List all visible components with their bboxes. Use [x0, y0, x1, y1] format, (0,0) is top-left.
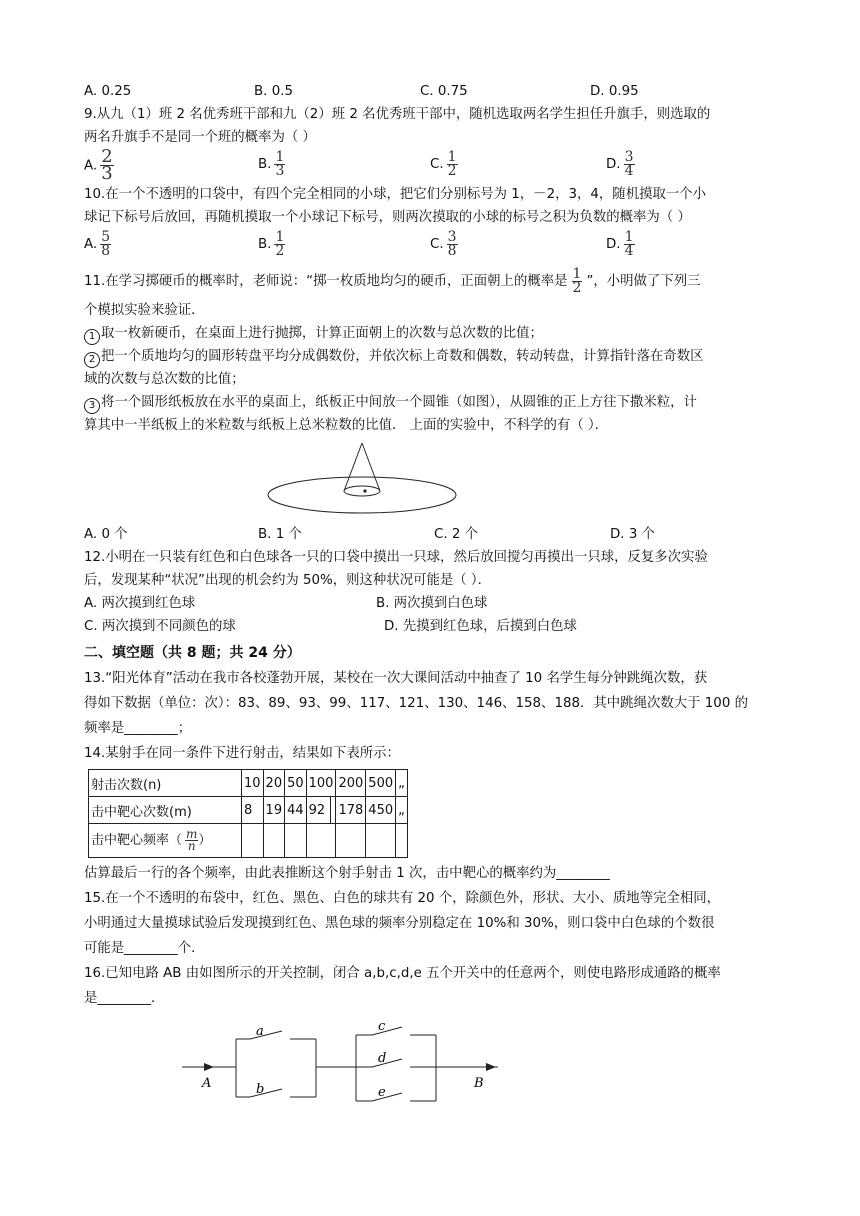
- worksheet-page: [84, 80, 778, 1119]
- q8-option-c: C. 0.75: [420, 84, 468, 99]
- switch-label-b: b: [256, 1082, 265, 1097]
- q10-line2: 球记下标号后放回，再随机摸取一个小球记下标号，则两次摸取的小球的标号之积为负数的概率为（ ）: [84, 210, 691, 225]
- q12-option-b: B. 两次摸到白色球: [376, 596, 488, 611]
- q8-option-a: A. 0.25: [84, 84, 132, 99]
- q12-option-c: C. 两次摸到不同颜色的球: [84, 619, 236, 634]
- q11-option-a: A. 0 个: [84, 527, 128, 542]
- q16-line2: 是________．: [84, 991, 165, 1006]
- table-cell: 200: [336, 770, 366, 797]
- q10-options: [84, 229, 778, 261]
- q10-option-a: A. $\frac{5}{8}$: [84, 228, 111, 259]
- q10-option-c: C. $\frac{3}{8}$: [430, 228, 457, 259]
- section-heading-fill-in: 二、填空题（共 8 题；共 24 分）: [84, 645, 301, 661]
- q14-line1: 14.某射手在同一条件下进行射击，结果如下表所示：: [84, 746, 400, 761]
- q9-options: [84, 146, 778, 184]
- table-cell: 500: [366, 770, 396, 797]
- q11-option-d: D. 3 个: [610, 527, 655, 542]
- q11-option-c: C. 2 个: [434, 527, 479, 542]
- table-row-label: 击中靶心次数(m): [89, 797, 242, 824]
- q11-option-b: B. 1 个: [258, 527, 302, 542]
- q8-option-d: D. 0.95: [590, 84, 639, 99]
- switch-label-e: e: [378, 1085, 386, 1100]
- table-cell: [263, 824, 285, 858]
- q12-options-row1: [84, 592, 778, 615]
- cone-on-disk-svg: [84, 437, 778, 523]
- q15-line3: 可能是________个．: [84, 941, 205, 956]
- q13-line1: 13.“阳光体育”活动在我市各校蓬勃开展，某校在一次大课间活动中抽查了 10 名学生每分钟跳绳次数，获: [84, 671, 708, 686]
- q12-options-row2: [84, 615, 778, 638]
- table-row-label: 射击次数(n): [89, 770, 242, 797]
- q11-item2b: 域的次数与总次数的比值；: [84, 372, 245, 387]
- cone-figure: [84, 437, 778, 523]
- q11-item1: 1 取一枚新硬币，在桌面上进行抛掷，计算正面朝上的次数与总次数的比值；: [84, 322, 778, 345]
- q9-option-b: B. $\frac{1}{3}$: [258, 148, 285, 179]
- table-cell: 178: [336, 797, 366, 824]
- table-cell: „: [396, 770, 408, 797]
- switch-label-c: c: [378, 1019, 386, 1034]
- table-cell: [336, 824, 366, 858]
- q11-item3b: 算其中一半纸板上的米粒数与纸板上总米粒数的比值． 上面的实验中，不科学的有（ ）．: [84, 418, 609, 433]
- q9-option-c: C. $\frac{1}{2}$: [430, 148, 457, 179]
- q9-option-a: A. $\frac{2}{3}$: [84, 146, 113, 184]
- table-row: [89, 770, 408, 797]
- table-cell: [306, 824, 336, 858]
- table-cell: 10: [242, 770, 264, 797]
- table-cell: 20: [263, 770, 285, 797]
- table-row: [89, 824, 408, 858]
- table-cell: [366, 824, 396, 858]
- q8-option-b: B. 0.5: [254, 84, 293, 99]
- q15-line1: 15.在一个不透明的布袋中，红色、黑色、白色的球共有 20 个，除颜色外，形状、大小、质地等完全相同，: [84, 891, 721, 906]
- q16-line1: 16.已知电路 AB 由如图所示的开关控制，闭合 a,b,c,d,e 五个开关中的任意两个，则使电路形成通路的概率: [84, 966, 721, 981]
- table-cell: 50: [285, 770, 307, 797]
- table-row-label: 击中靶心频率（ $\frac{m}{n}$ ）: [89, 824, 242, 858]
- q8-options: [84, 80, 778, 103]
- q12-line2: 后，发现某种“状况”出现的机会约为 50%，则这种状况可能是（ ）．: [84, 573, 491, 588]
- terminal-label-b: B: [474, 1076, 484, 1091]
- q12-line1: 12.小明在一只装有红色和白色球各一只的口袋中摸出一只球，然后放回搅匀再摸出一只球，反复多次实验: [84, 550, 708, 565]
- q13-line3: 频率是________；: [84, 721, 192, 736]
- table-cell: 92: [306, 797, 330, 824]
- q10-line1: 10.在一个不透明的口袋中，有四个完全相同的小球，把它们分别标号为 1，－2，3，4，随机摸取一个小: [84, 187, 707, 202]
- circuit-svg: [84, 1019, 778, 1119]
- table-cell: [396, 824, 408, 858]
- q12-option-d: D. 先摸到红色球，后摸到白色球: [384, 619, 577, 634]
- switch-label-a: a: [256, 1024, 264, 1039]
- q14-line2: 估算最后一行的各个频率，由此表推断这个射手射击 1 次，击中靶心的概率约为________: [84, 866, 610, 881]
- q9-line2: 两名升旗手不是同一个班的概率为（ ）: [84, 130, 316, 145]
- q10-option-d: D. $\frac{1}{4}$: [606, 228, 634, 259]
- q13-line2: 得如下数据（单位：次）：83、89、93、99、117、121、130、146、158、188．其中跳绳次数大于 100 的: [84, 696, 748, 711]
- q11-line2: 个模拟实验来验证．: [84, 303, 205, 318]
- table-cell: [285, 824, 307, 858]
- q9-line1: 9.从九（1）班 2 名优秀班干部和九（2）班 2 名优秀班干部中，随机选取两名学生担任升旗手，则选取的: [84, 107, 711, 122]
- q12-option-a: A. 两次摸到红色球: [84, 596, 196, 611]
- table-cell: 44: [285, 797, 307, 824]
- q15-line2: 小明通过大量摸球试验后发现摸到红色、黑色球的频率分别稳定在 10%和 30%，则口袋中白色球的个数很: [84, 916, 715, 931]
- table-cell: 19: [263, 797, 285, 824]
- q11-item2a: 2 把一个质地均匀的圆形转盘平均分成偶数份，并依次标上奇数和偶数，转动转盘，计算指针落在奇数区: [84, 345, 778, 368]
- table-cell: 450: [366, 797, 396, 824]
- circuit-diagram: [84, 1019, 778, 1119]
- table-cell: [242, 824, 264, 858]
- q11-item3a: 3 将一个圆形纸板放在水平的桌面上，纸板正中间放一个圆锥（如图），从圆锥的正上方往下撒米粒，计: [84, 391, 778, 414]
- q10-option-b: B. $\frac{1}{2}$: [258, 228, 285, 259]
- q9-option-d: D. $\frac{3}{4}$: [606, 148, 634, 179]
- table-row: [89, 797, 408, 824]
- table-cell: 100: [306, 770, 336, 797]
- terminal-label-a: A: [202, 1076, 212, 1091]
- q11-options: [84, 523, 778, 546]
- switch-label-d: d: [378, 1051, 387, 1066]
- q11-line1: 11.在学习掷硬币的概率时，老师说：“掷一枚质地均匀的硬币，正面朝上的概率是 $\frac{1}{2}$ ”，小明做了下列三: [84, 265, 701, 296]
- shooting-results-table: [88, 769, 408, 858]
- table-cell: 8: [242, 797, 264, 824]
- table-cell: „: [396, 797, 408, 824]
